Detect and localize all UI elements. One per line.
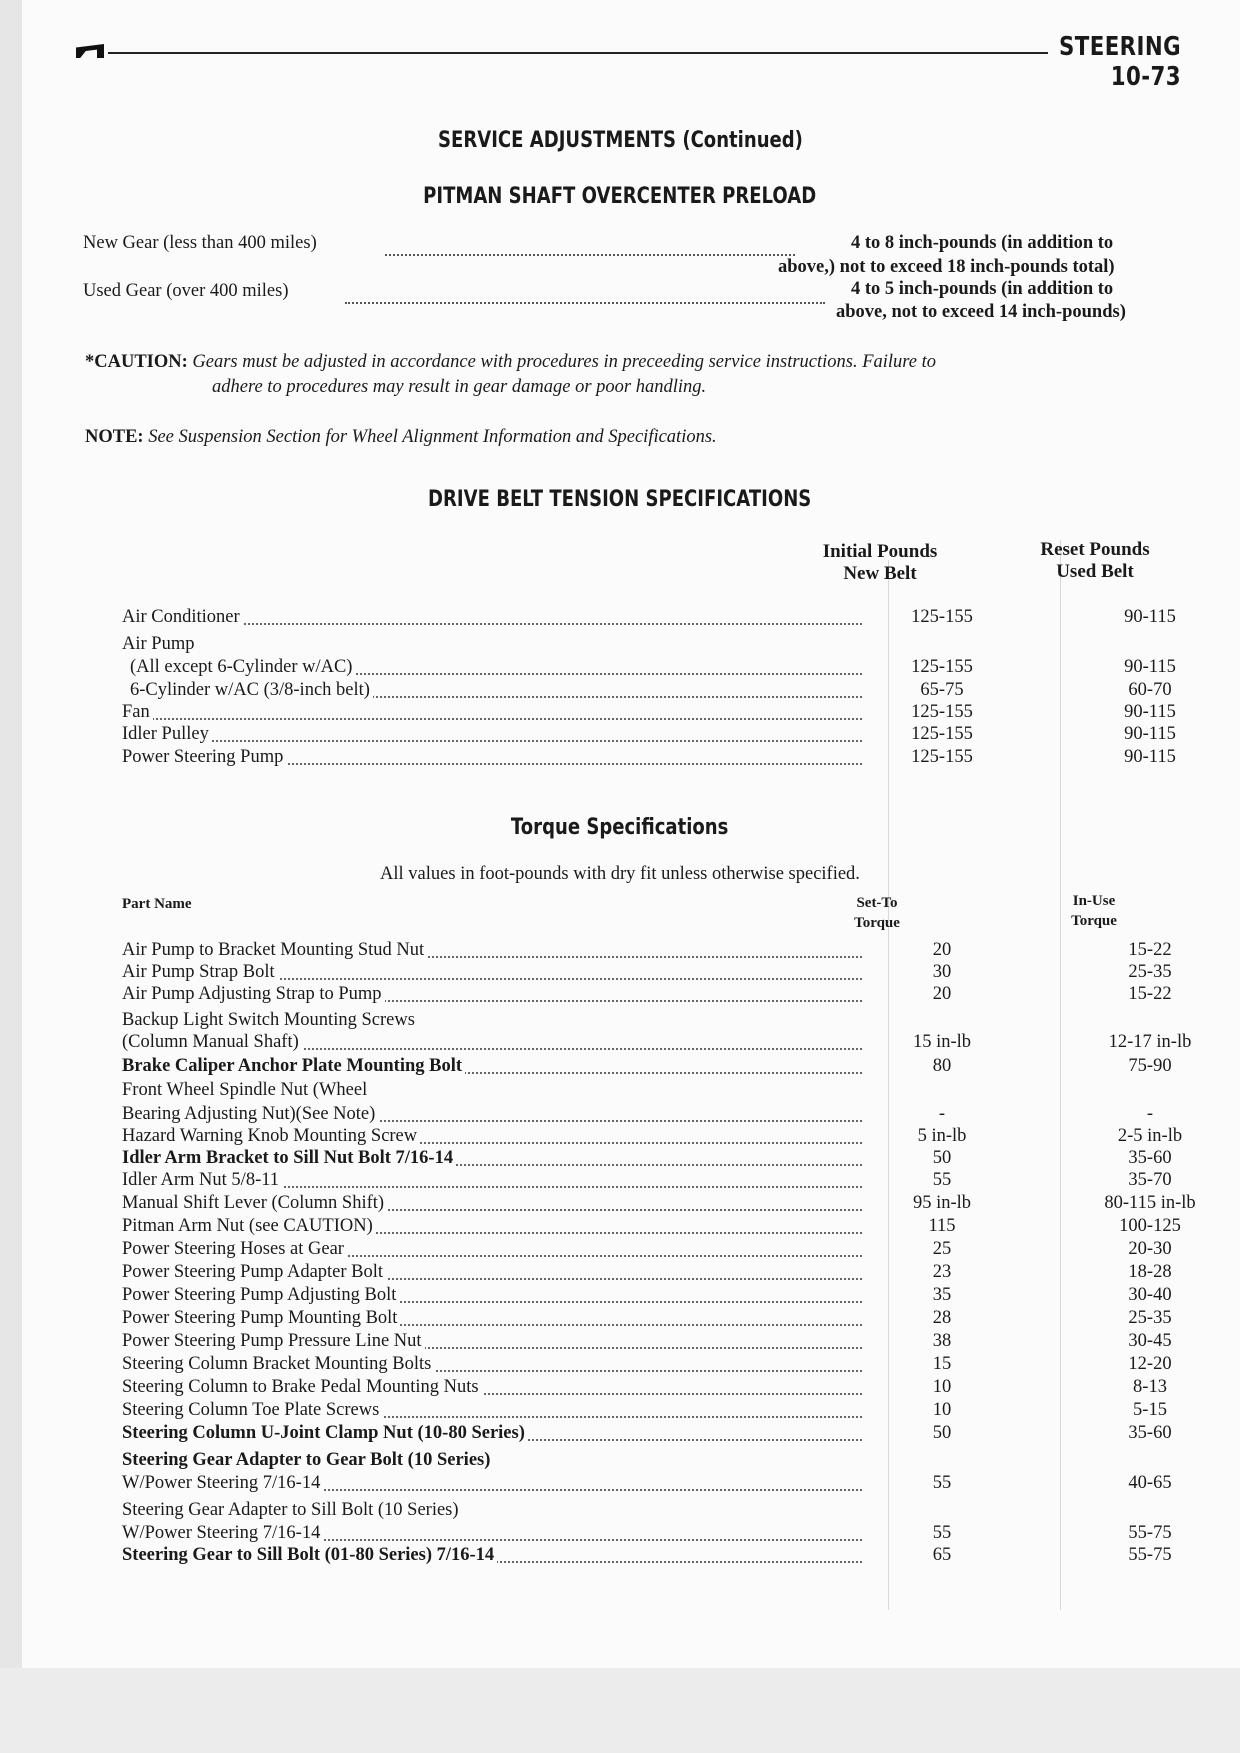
torque-row-use: 12-17 in-lb — [1108, 1032, 1192, 1052]
torque-subtitle: All values in foot-pounds with dry fit unless otherwise specified. — [380, 864, 860, 884]
note — [85, 427, 717, 448]
torque-row-name: Steering Gear Adapter to Gear Bolt (10 Series) — [122, 1450, 493, 1471]
leader-dots — [132, 740, 862, 742]
torque-row-set: 30 — [932, 962, 952, 982]
torque-row-name: Backup Light Switch Mounting Screws — [122, 1010, 418, 1031]
caution-text-1: Gears must be adjusted in accordance with procedures in preceeding service instructions. Failure to — [192, 352, 937, 372]
belt-row — [122, 724, 1176, 747]
torque-row — [122, 1473, 1172, 1496]
torque-row-name: Steering Gear Adapter to Sill Bolt (10 Series) — [122, 1500, 462, 1521]
torque-row — [122, 1377, 1167, 1400]
torque-row — [122, 1148, 1172, 1171]
torque-row — [122, 1080, 1162, 1103]
belt-row-initial: 125-155 — [911, 747, 973, 767]
torque-row-use: 20-30 — [1128, 1239, 1172, 1259]
leader-dots — [132, 718, 862, 720]
torque-row-name: Power Steering Pump Mounting Bolt — [122, 1308, 400, 1329]
torque-row — [122, 1354, 1172, 1377]
torque-col-use-line1: In-Use — [1072, 893, 1116, 909]
torque-row-use: 100-125 — [1119, 1216, 1181, 1236]
torque-row — [122, 1216, 1181, 1239]
page-header — [76, 30, 1181, 92]
belt-row-name: Power Steering Pump — [122, 747, 286, 768]
torque-row — [122, 962, 1172, 985]
torque-row-set: 55 — [932, 1523, 952, 1543]
torque-row-use: 12-20 — [1128, 1354, 1172, 1374]
torque-col-part: Part Name — [122, 896, 192, 912]
torque-row-use: 15-22 — [1128, 984, 1172, 1004]
belt-row-name: (All except 6-Cylinder w/AC) — [130, 657, 355, 678]
belt-row-initial: 125-155 — [911, 702, 973, 722]
torque-row-use: 40-65 — [1128, 1473, 1172, 1493]
new-gear-value-2: above,) not to exceed 18 inch-pounds total) — [778, 257, 1115, 277]
belt-row-initial: 125-155 — [911, 657, 973, 677]
torque-row-set: 38 — [932, 1331, 952, 1351]
torque-row — [122, 1170, 1172, 1193]
caution-text-2: adhere to procedures may result in gear damage or poor handling. — [212, 377, 707, 397]
torque-row — [122, 1262, 1172, 1285]
torque-row-set: 65 — [932, 1545, 952, 1565]
torque-row — [122, 1400, 1167, 1423]
torque-col-use-line2: Torque — [1071, 913, 1117, 929]
belt-row-reset: 90-115 — [1124, 724, 1176, 744]
torque-row-name: W/Power Steering 7/16-14 — [122, 1523, 323, 1544]
note-text: See Suspension Section for Wheel Alignment Information and Specifications. — [148, 427, 717, 447]
torque-row — [122, 1104, 1162, 1127]
torque-row-name: Power Steering Pump Pressure Line Nut — [122, 1331, 425, 1352]
torque-col-set-line1: Set-To — [856, 895, 898, 911]
torque-row-name: Brake Caliper Anchor Plate Mounting Bolt — [122, 1056, 465, 1077]
torque-row-set: 10 — [932, 1400, 952, 1420]
belt-col-reset-line2: Used Belt — [1056, 561, 1134, 582]
torque-row-use: 25-35 — [1128, 1308, 1172, 1328]
torque-row-name: Air Pump Adjusting Strap to Pump — [122, 984, 385, 1005]
belt-row-reset: 90-115 — [1124, 607, 1176, 627]
torque-row-use: 30-40 — [1128, 1285, 1172, 1305]
torque-row-name: Steering Column to Brake Pedal Mounting Nuts — [122, 1377, 482, 1398]
torque-row-set: 25 — [932, 1239, 952, 1259]
torque-row-name: W/Power Steering 7/16-14 — [122, 1473, 323, 1494]
section-title-torque: Torque Specifications — [511, 815, 729, 840]
torque-row-set: 50 — [932, 1148, 952, 1168]
belt-row-initial: 65-75 — [920, 680, 964, 700]
torque-row-use: 8-13 — [1133, 1377, 1167, 1397]
torque-row — [122, 1032, 1192, 1055]
torque-row-name: Steering Column Bracket Mounting Bolts — [122, 1354, 434, 1375]
torque-row-set: 28 — [932, 1308, 952, 1328]
torque-row-use: - — [1146, 1104, 1154, 1124]
torque-row-name: Pitman Arm Nut (see CAUTION) — [122, 1216, 376, 1237]
torque-row-set: 20 — [932, 984, 952, 1004]
page-bottom-margin — [0, 1668, 1240, 1753]
torque-row-use: 15-22 — [1128, 940, 1172, 960]
used-gear-value-1: 4 to 5 inch-pounds (in addition to — [851, 279, 1114, 299]
belt-row-name: Air Conditioner — [122, 607, 243, 628]
torque-row-set: 20 — [932, 940, 952, 960]
torque-row — [122, 984, 1172, 1007]
torque-row — [122, 1010, 1162, 1033]
torque-row-use: 35-60 — [1128, 1423, 1172, 1443]
torque-row-use: 35-60 — [1128, 1148, 1172, 1168]
torque-row-name: Power Steering Pump Adapter Bolt — [122, 1262, 386, 1283]
belt-row-reset: 90-115 — [1124, 702, 1176, 722]
torque-row — [122, 1056, 1172, 1079]
torque-row-set: 115 — [928, 1216, 956, 1236]
belt-row — [122, 680, 1172, 703]
caution-label: *CAUTION: — [85, 352, 188, 372]
torque-row-set: 50 — [932, 1423, 952, 1443]
torque-row-name: Air Pump Strap Bolt — [122, 962, 278, 983]
belt-row-reset: 90-115 — [1124, 747, 1176, 767]
torque-row — [122, 1239, 1172, 1262]
torque-row-use: 75-90 — [1128, 1056, 1172, 1076]
torque-row-name: Bearing Adjusting Nut)(See Note) — [122, 1104, 378, 1125]
belt-row-initial: 125-155 — [911, 607, 973, 627]
torque-row-set: 35 — [932, 1285, 952, 1305]
torque-row-name: (Column Manual Shaft) — [122, 1032, 302, 1053]
torque-row-use: 25-35 — [1128, 962, 1172, 982]
torque-row-set: 5 in-lb — [917, 1126, 967, 1146]
belt-col-initial-line1: Initial Pounds — [822, 541, 938, 562]
belt-row — [122, 747, 1176, 770]
torque-row-name: Power Steering Hoses at Gear — [122, 1239, 347, 1260]
belt-row-name: Idler Pulley — [122, 724, 212, 745]
section-subtitle-pitman: PITMAN SHAFT OVERCENTER PRELOAD — [423, 184, 817, 209]
torque-row-use: 55-75 — [1128, 1523, 1172, 1543]
torque-row-set: 23 — [932, 1262, 952, 1282]
torque-row-name: Idler Arm Nut 5/8-11 — [122, 1170, 282, 1191]
torque-row — [122, 1450, 1162, 1473]
torque-row-use: 2-5 in-lb — [1117, 1126, 1183, 1146]
torque-row-use: 18-28 — [1128, 1262, 1172, 1282]
belt-row-reset: 60-70 — [1128, 680, 1172, 700]
torque-col-use — [1034, 891, 1154, 931]
belt-row-name: Air Pump — [122, 634, 197, 655]
torque-row-set: 55 — [932, 1170, 952, 1190]
torque-row-name: Steering Gear to Sill Bolt (01-80 Series) 7/16-14 — [122, 1545, 497, 1566]
torque-row — [122, 1193, 1196, 1216]
belt-col-initial-line2: New Belt — [843, 563, 917, 584]
belt-row-initial: 125-155 — [911, 724, 973, 744]
torque-row — [122, 1308, 1172, 1331]
torque-row-set: - — [938, 1104, 946, 1124]
belt-row-name: 6-Cylinder w/AC (3/8-inch belt) — [130, 680, 373, 701]
belt-row-reset: 90-115 — [1124, 657, 1176, 677]
torque-row-name: Manual Shift Lever (Column Shift) — [122, 1193, 387, 1214]
torque-row-name: Power Steering Pump Adjusting Bolt — [122, 1285, 399, 1306]
torque-row-name: Hazard Warning Knob Mounting Screw — [122, 1126, 420, 1147]
torque-row-name: Steering Column Toe Plate Screws — [122, 1400, 382, 1421]
header-rule — [108, 52, 1048, 54]
caution-line-1 — [85, 352, 936, 373]
used-gear-label: Used Gear (over 400 miles) — [83, 281, 289, 301]
brand-logo-icon — [76, 44, 104, 58]
section-title-service: SERVICE ADJUSTMENTS (Continued) — [437, 128, 803, 153]
belt-row — [122, 657, 1176, 680]
torque-row-use: 35-70 — [1128, 1170, 1172, 1190]
torque-row — [122, 1285, 1172, 1308]
torque-row — [122, 940, 1172, 963]
torque-row — [122, 1126, 1183, 1149]
torque-row-use: 55-75 — [1128, 1545, 1172, 1565]
torque-row-set: 55 — [932, 1473, 952, 1493]
torque-row-name: Front Wheel Spindle Nut (Wheel — [122, 1080, 370, 1101]
torque-row — [122, 1331, 1172, 1354]
belt-col-initial — [780, 541, 980, 585]
torque-row-name: Idler Arm Bracket to Sill Nut Bolt 7/16-14 — [122, 1148, 456, 1169]
torque-row — [122, 1500, 1162, 1523]
torque-row-set: 10 — [932, 1377, 952, 1397]
torque-row-set: 80 — [932, 1056, 952, 1076]
torque-row-name: Air Pump to Bracket Mounting Stud Nut — [122, 940, 427, 961]
torque-row — [122, 1523, 1172, 1546]
torque-row-use: 30-45 — [1128, 1331, 1172, 1351]
torque-row-name: Steering Column U-Joint Clamp Nut (10-80 Series) — [122, 1423, 528, 1444]
new-gear-value-1: 4 to 8 inch-pounds (in addition to — [851, 233, 1114, 253]
leader-dots — [345, 284, 825, 304]
page-title: STEERING 10-73 — [1058, 32, 1181, 92]
belt-col-reset-line1: Reset Pounds — [1040, 539, 1150, 560]
belt-col-reset — [1000, 539, 1190, 583]
torque-row — [122, 1545, 1172, 1568]
torque-row-use: 5-15 — [1133, 1400, 1167, 1420]
torque-row — [122, 1423, 1172, 1446]
belt-row — [122, 702, 1176, 725]
used-gear-value-2: above, not to exceed 14 inch-pounds) — [836, 302, 1126, 322]
leader-dots — [385, 236, 795, 256]
note-label: NOTE: — [85, 427, 144, 447]
torque-row-use: 80-115 in-lb — [1104, 1193, 1196, 1213]
torque-row-set: 95 in-lb — [912, 1193, 972, 1213]
torque-row-set: 15 — [932, 1354, 952, 1374]
torque-col-set-line2: Torque — [854, 915, 900, 931]
belt-row-name: Fan — [122, 702, 153, 723]
torque-col-set — [817, 893, 937, 933]
section-title-belt: DRIVE BELT TENSION SPECIFICATIONS — [428, 487, 812, 512]
belt-row — [122, 607, 1176, 630]
belt-row — [122, 634, 1162, 657]
torque-row-set: 15 in-lb — [912, 1032, 972, 1052]
new-gear-label: New Gear (less than 400 miles) — [83, 233, 317, 253]
